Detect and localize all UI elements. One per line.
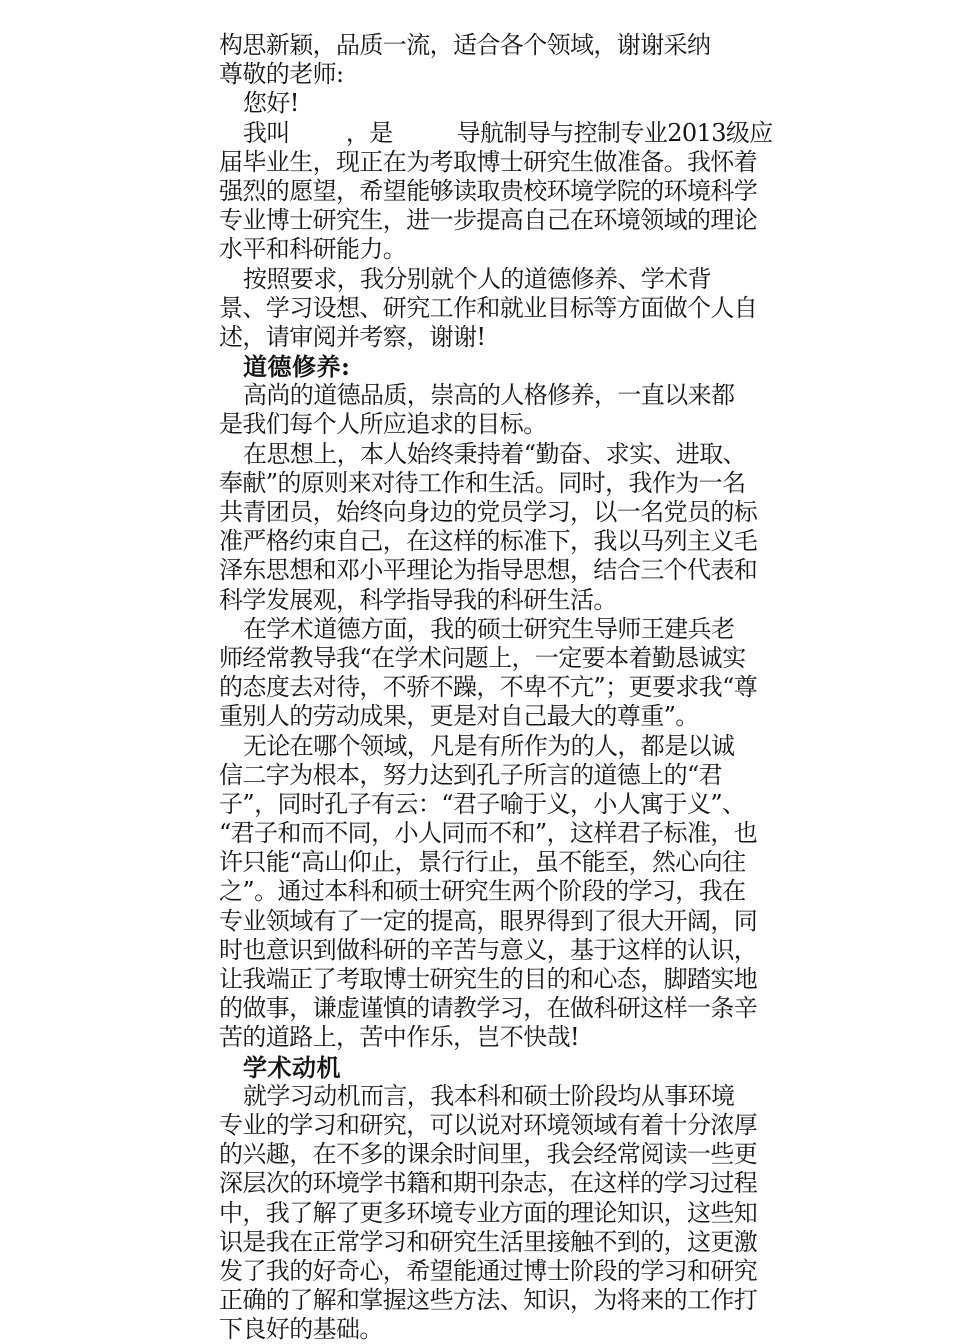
para6-line: 无论在哪个领域，凡是有所作为的人，都是以诚: [243, 731, 735, 760]
salutation: 尊敬的老师:: [219, 60, 344, 89]
para5-line: 师经常教导我“在学术问题上，一定要本着勤恳诚实: [219, 643, 746, 672]
section-heading-ethics: 道德修养:: [243, 352, 351, 382]
para6-line: 的做事，谦虚谨慎的请教学习，在做科研这样一条辛: [219, 994, 758, 1023]
para6-line: 之”。通过本科和硕士研究生两个阶段的学习，我在: [219, 877, 746, 906]
para1-line4: 专业博士研究生，进一步提高自己在环境领域的理论: [219, 206, 758, 235]
para7-line: 深层次的环境学书籍和期刊杂志，在这样的学习过程: [219, 1169, 758, 1198]
para7-line: 中，我了解了更多环境专业方面的理论知识，这些知: [219, 1198, 758, 1227]
para1-line2: 届毕业生，现正在为考取博士研究生做准备。我怀着: [219, 147, 758, 176]
para2-line: 按照要求，我分别就个人的道德修养、学术背: [243, 264, 711, 293]
para4-line: 共青团员，始终向身边的党员学习，以一名党员的标: [219, 498, 758, 526]
para7-line: 正确的了解和掌握这些方法、知识，为将来的工作打: [219, 1286, 758, 1315]
para2-line: 景、学习设想、研究工作和就业目标等方面做个人自: [219, 293, 758, 322]
name-prefix: 我叫: [243, 118, 290, 147]
para4-line: 泽东思想和邓小平理论为指导思想，结合三个代表和: [219, 556, 758, 585]
para7-line: 就学习动机而言，我本科和硕士阶段均从事环境: [243, 1081, 735, 1110]
para4-line: 在思想上，本人始终秉持着“勤奋、求实、进取、: [243, 439, 747, 468]
personal-statement: [219, 31, 773, 1344]
para6-line: 苦的道路上，苦中作乐，岂不快哉!: [219, 1023, 580, 1052]
para4-line: 科学发展观，科学指导我的科研生活。: [219, 585, 617, 614]
para6-line: 时也意识到做科研的辛苦与意义，基于这样的认识，: [219, 935, 758, 964]
major-text: 导航制导与控制专业2013级应: [456, 118, 773, 147]
intro-line: 构思新颖，品质一流，适合各个领域，谢谢采纳: [219, 31, 711, 59]
section-heading-motivation: 学术动机: [243, 1052, 341, 1082]
para7-line: 识是我在正常学习和研究生活里接触不到的，这更激: [219, 1227, 758, 1256]
para7-line: 的兴趣，在不多的课余时间里，我会经常阅读一些更: [219, 1140, 758, 1169]
para7-line: 下良好的基础。: [219, 1315, 383, 1344]
para6-line: 许只能“高山仰止，景行行止，虽不能至，然心向往: [219, 848, 746, 877]
para4-line: 准严格约束自己，在这样的标准下，我以马列主义毛: [219, 527, 758, 556]
para6-line: 子”，同时孔子有云：“君子喻于义，小人寓于义”、: [219, 789, 746, 818]
para6-line: 信二字为根本，努力达到孔子所言的道德上的“君: [219, 760, 723, 789]
para5-line: 的态度去对待，不骄不躁，不卑不亢”；更要求我“尊: [219, 673, 758, 702]
para6-line: 专业领域有了一定的提高，眼界得到了很大开阔，同: [219, 906, 758, 935]
para7-line: 专业的学习和研究，可以说对环境领域有着十分浓厚: [219, 1110, 758, 1139]
para7-line: 发了我的好奇心，希望能通过博士阶段的学习和研究: [219, 1256, 758, 1285]
greeting: 您好!: [243, 89, 299, 118]
para6-line: 让我端正了考取博士研究生的目的和心态，脚踏实地: [219, 965, 758, 993]
para3-line: 高尚的道德品质，崇高的人格修养，一直以来都: [243, 381, 735, 410]
para5-line: 重别人的劳动成果，更是对自己最大的尊重”。: [219, 702, 699, 731]
para1-line3: 强烈的愿望，希望能够读取贵校环境学院的环境科学: [219, 176, 758, 205]
school-prefix: ，是: [345, 118, 393, 147]
para4-line: 奉献”的原则来对待工作和生活。同时，我作为一名: [219, 468, 746, 497]
para5-line: 在学术道德方面，我的硕士研究生导师王建兵老: [243, 614, 735, 643]
para1-line5: 水平和科研能力。: [219, 235, 407, 264]
para1-line1: [219, 118, 773, 148]
para6-line: “君子和而不同，小人同而不和”，这样君子标准，也: [219, 819, 758, 848]
para3-line: 是我们每个人所应追求的目标。: [219, 410, 547, 439]
para2-line: 述，请审阅并考察，谢谢!: [219, 322, 486, 351]
